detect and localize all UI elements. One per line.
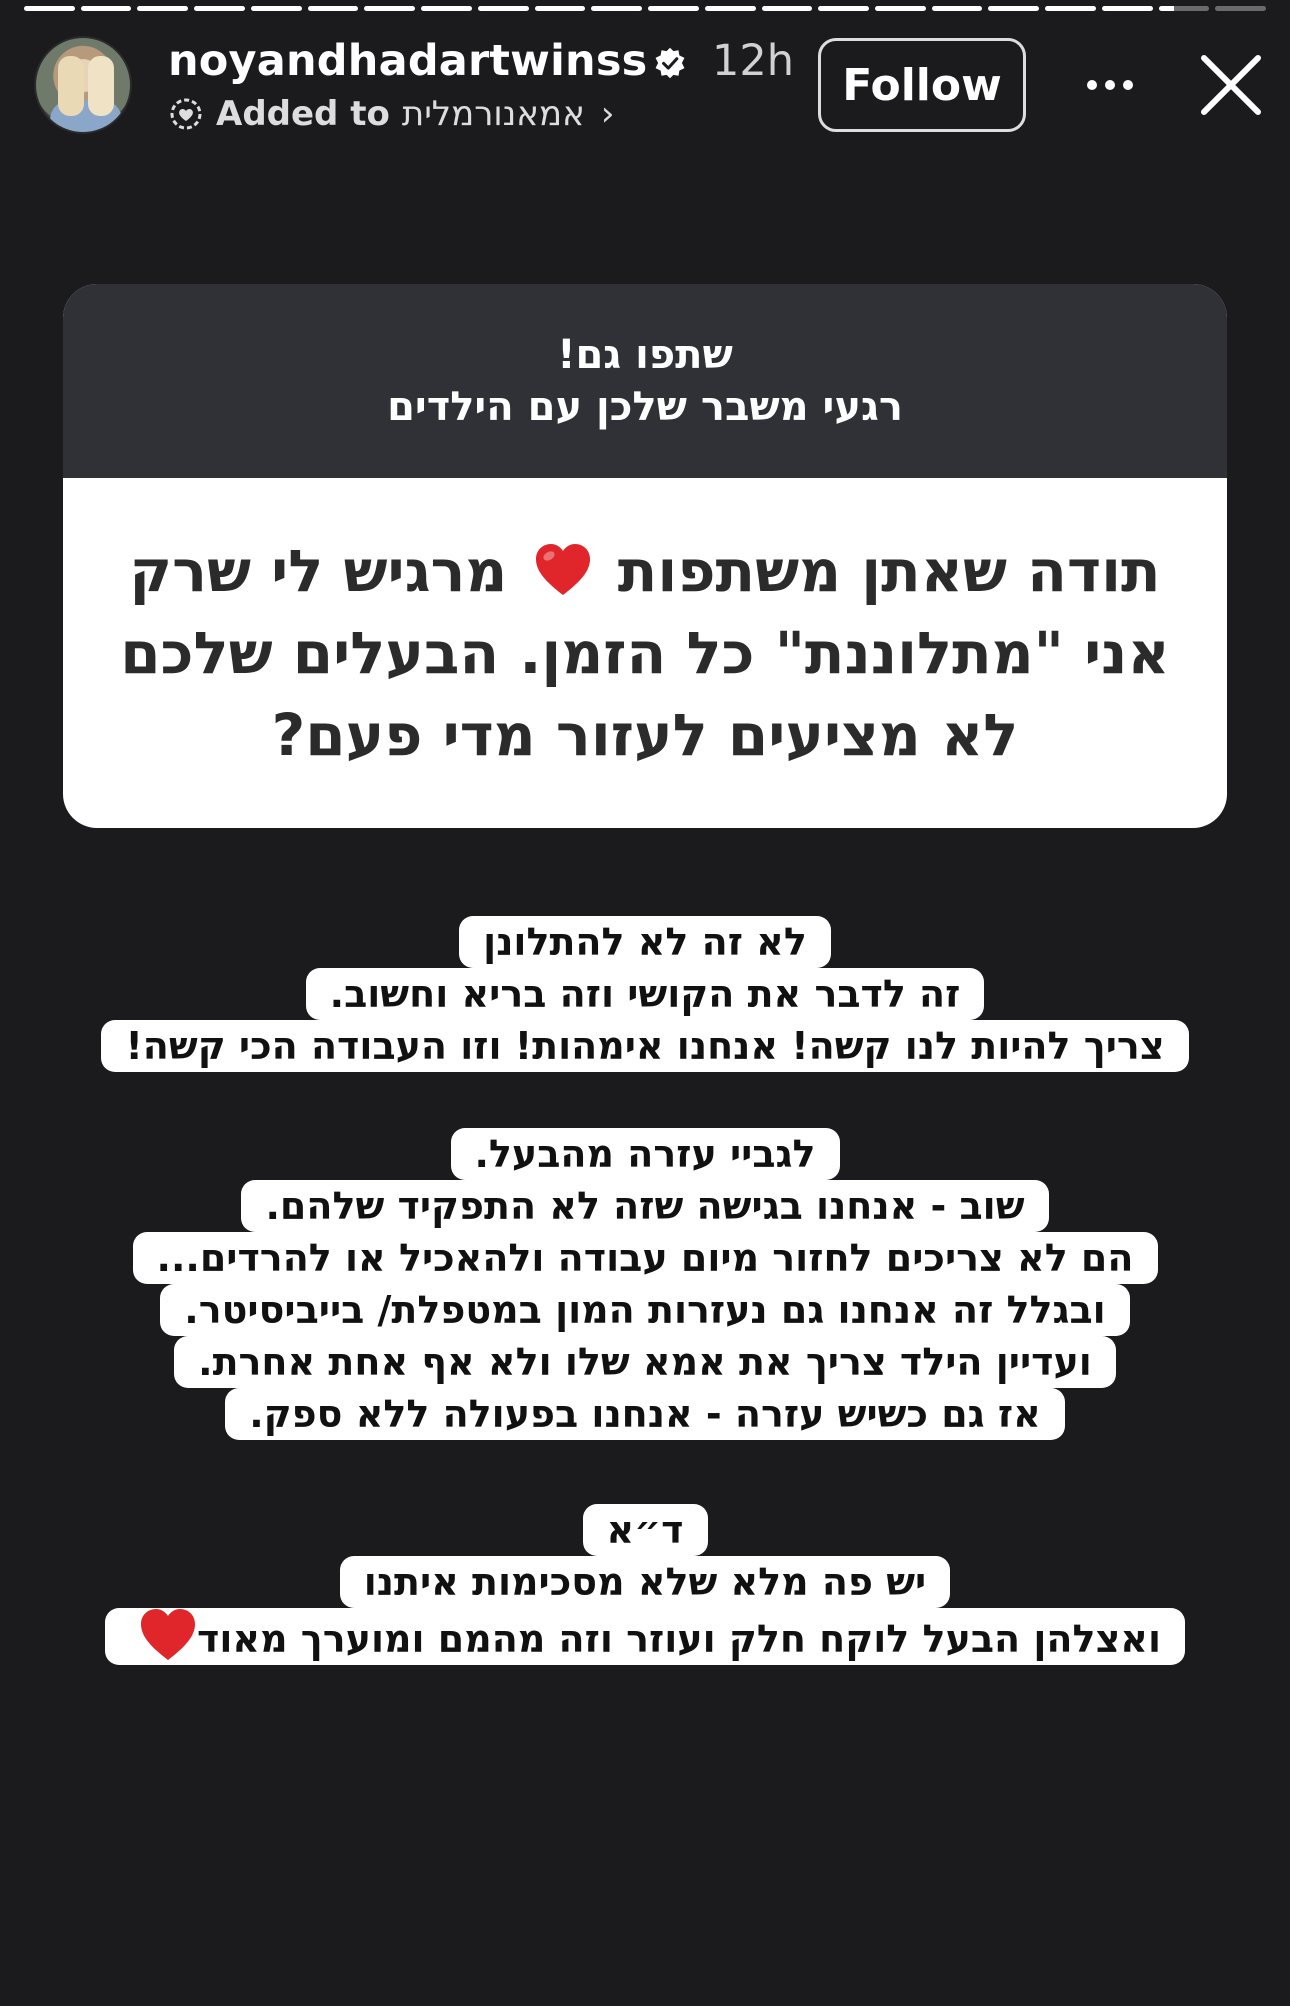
more-options-icon[interactable] (1080, 50, 1140, 120)
collection-name: אמאנורמלית (401, 94, 585, 134)
avatar[interactable] (34, 36, 132, 134)
answer-line (225, 1388, 1065, 1440)
story-progress-segment (818, 6, 869, 11)
answer-line-text: יש פה מלא שלא מסכימות איתנו (363, 1560, 927, 1604)
question-sticker (63, 284, 1227, 828)
added-to-collection[interactable] (168, 92, 614, 136)
story-progress-segment (478, 6, 529, 11)
answer-line (101, 1020, 1188, 1072)
story-progress-segment (875, 6, 926, 11)
answer-line-text: ובגלל זה אנחנו גם נעזרות המון במטפלת/ בייביסיטר. (184, 1288, 1106, 1332)
story-progress-segment (1159, 6, 1210, 11)
story-progress-segment (81, 6, 132, 11)
answer-line-text: לגביי עזרה מהבעל. (474, 1132, 816, 1176)
story-header (0, 30, 1290, 140)
username[interactable]: noyandhadartwinss (168, 36, 648, 86)
story-progress-segment (932, 6, 983, 11)
answer-line (241, 1180, 1048, 1232)
heart-collection-icon (168, 96, 204, 132)
answer-line (459, 916, 831, 968)
question-header (63, 284, 1227, 478)
answer-line-text: ועדיין הילד צריך את אמא שלו ולא אף אחת אחרת. (198, 1340, 1092, 1384)
answer-line (105, 1608, 1185, 1665)
story-progress-segment (648, 6, 699, 11)
answer-line-text: שוב - אנחנו בגישה שזה לא התפקיד שלהם. (265, 1184, 1025, 1228)
story-progress-segment (251, 6, 302, 11)
answer-block-3 (0, 1504, 1290, 1665)
story-progress-segment (308, 6, 359, 11)
answer-line (174, 1336, 1116, 1388)
answer-line (306, 968, 985, 1020)
answer-line (340, 1556, 951, 1608)
story-progress-segment (705, 6, 756, 11)
answer-line-text: זה לדבר את הקושי וזה בריא וחשוב. (329, 972, 961, 1016)
added-to-label: Added to (216, 94, 390, 134)
story-progress-segment (364, 6, 415, 11)
answer-line-text: ואצלהן הבעל לוקח חלק ועוזר וזה מהמם ומוערך מאוד (197, 1617, 1161, 1661)
follow-button[interactable]: Follow (818, 38, 1026, 132)
answer-line-text: ד״א (606, 1508, 684, 1552)
story-progress-segment (988, 6, 1039, 11)
story-progress-segment (1045, 6, 1096, 11)
story-progress-segment (137, 6, 188, 11)
answer-block-1 (0, 916, 1290, 1072)
answer-line-text: לא זה לא להתלונן (483, 920, 807, 964)
answer-line-text: אז גם כשיש עזרה - אנחנו בפעולה ללא ספק. (249, 1392, 1041, 1436)
story-progress-segment (535, 6, 586, 11)
answer-line-text: צריך להיות לנו קשה! אנחנו אימהות! וזו העבודה הכי קשה! (125, 1024, 1165, 1068)
question-text-part1: תודה שאתן משתפות (617, 537, 1161, 605)
answer-block-2 (0, 1128, 1290, 1440)
question-body (63, 478, 1227, 828)
answer-line (451, 1128, 840, 1180)
close-icon[interactable] (1194, 48, 1268, 122)
story-progress-segment (1102, 6, 1153, 11)
chevron-right-icon: › (600, 94, 615, 134)
story-progress-segment (24, 6, 75, 11)
story-progress (24, 6, 1266, 11)
story-progress-segment (762, 6, 813, 11)
story-progress-segment (591, 6, 642, 11)
answer-line (133, 1232, 1158, 1284)
red-heart-icon (534, 543, 592, 597)
post-time: 12h (712, 36, 794, 86)
answer-line-text: הם לא צריכים לחזור מיום עבודה ולהאכיל או להרדים... (156, 1236, 1134, 1280)
answer-line (160, 1284, 1129, 1336)
question-text-part2: מרגיש לי שרק אני "מתלוננת" כל הזמן. הבעלים שלכם לא מציעים לעזור מדי פעם? (120, 537, 1170, 769)
red-heart-icon (139, 1608, 197, 1662)
question-header-subtitle: רגעי משבר שלכן עם הילדים (387, 384, 903, 430)
question-text (113, 530, 1177, 776)
verified-badge-icon (653, 46, 687, 80)
story-progress-segment (421, 6, 472, 11)
story-progress-segment (194, 6, 245, 11)
story-progress-segment (1215, 6, 1266, 11)
question-header-title: שתפו גם! (557, 332, 733, 378)
answer-line (583, 1504, 708, 1556)
